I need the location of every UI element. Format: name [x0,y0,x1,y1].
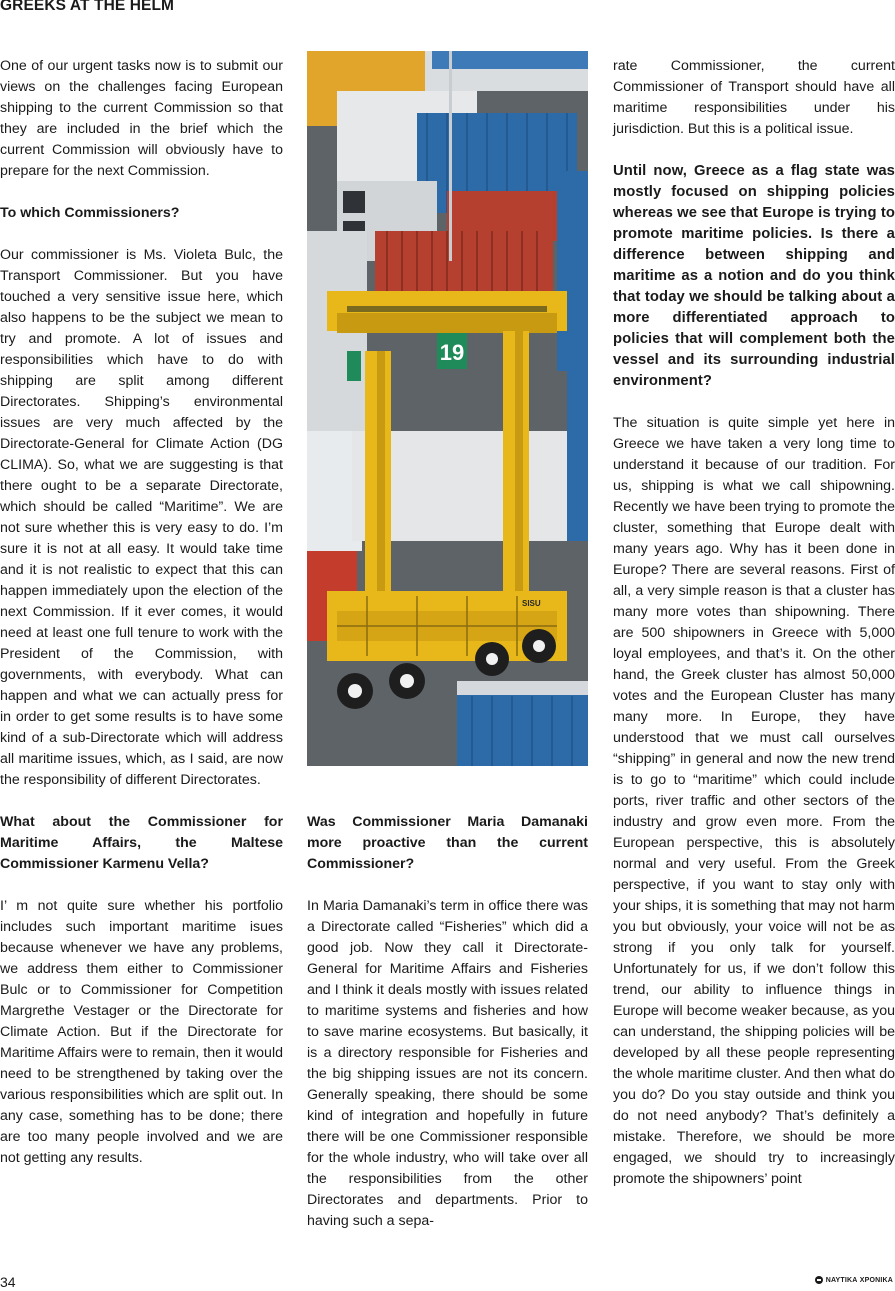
paragraph: The situation is quite simple yet here in Greece we have taken a very long time to understand it because of our tradition. For us, shipping is what we call shipowning. Recently we have been trying to promote the cluster, something that Europe dealt with many years ago. Why has it been done in Europe? There are several reasons. First of all, a very simple reason is that a cluster has many more votes than shipowning. There are 500 shipowners in Greece with 5,000 loyal employees, and that’s it. On the other hand, the Greek cluster has almost 50,000 votes and the European Cluster has many many more. In Europe, they have understood that we must call ourselves “shipping” in general and now the new trend is to go to “maritime” which could include ports, river traffic and other sectors of the industry and grow even more. From the European perspective, this is absolutely normal and very useful. From the Greek perspective, if you want to stay only with your ships, it is something that may not harm you but obviously, your voice will not be as strong if you only talk for yourself. Unfortunately for us, if we don’t follow this trend, our ability to influence things in Europe will become weaker because, as you can understand, the shipping policies will be developed by all these people representing the whole maritime cluster. And then what do you do? Do you stay outside and think you do not need anybody? That’s definitely a mistake. Therefore, we should be more engaged, we should try to increasingly promote the shipowners’ point [613,415,895,1187]
article-column-right [613,56,895,1211]
interview-question: What about the Commissioner for Maritime Affairs, the Maltese Commissioner Karmenu Vella? [0,814,283,872]
publication-brand [815,1276,893,1284]
paragraph: rate Commissioner, the current Commissioner of Transport should have all maritime responsibilities under his jurisdiction. But this is a political issue. [613,58,895,137]
container-terminal-photo [307,51,588,766]
brand-logo-icon [815,1276,823,1284]
paragraph: I’ m not quite sure whether his portfolio includes such important maritime isues because whenever we have any problems, we address them either to Commissioner Bulc or to Commissioner for Competition Margrethe Vestager or the Directorate for Climate Action. But if the Directorate for Maritime Affairs were to remain, then it would need to be strengthened by taking over the various responsibilities which are split out. In any case, something has to be done; there are too many people involved and we are not getting any results. [0,898,283,1166]
interview-question: To which Commissioners? [0,205,180,221]
paragraph: One of our urgent tasks now is to submit our views on the challenges facing European shipping to the current Commission so that they are included in the brief which the current Commission will obviously have to prepare for the next Commission. [0,58,283,179]
straddle-carrier-illustration [307,51,588,766]
interview-question: Was Commissioner Maria Damanaki more proactive than the current Commissioner? [307,814,588,872]
crane-brand-label: SISU [522,599,541,608]
paragraph: In Maria Damanaki’s term in office there was a Directorate called “Fisheries” which did a good job. Now they call it Directorate-General for Maritime Affairs and Fisheries and I think it deals mostly with issues related to maritime systems and fisheries and how to save marine ecosystems. But basically, it is a directory responsible for Fisheries and the big shipping issues are not its concern. Generally speaking, there should be some kind of integration and hopefully in future there will be one Commissioner responsible for the whole industry, who will take over all the responsibilities from the other Directorates and departments. Prior to having such a sepa- [307,898,588,1229]
section-header: GREEKS AT THE HELM [0,0,175,14]
article-column-middle [307,812,588,1253]
paragraph: Our commissioner is Ms. Violeta Bulc, the Transport Commissioner. But you have touched a very sensitive issue here, which also happens to be the subject we mean to try and promote. A lot of issues and responsibilities which have to do with shipping are split among different Directorates. Shipping’s environmental issues are very much affected by the Directorate-General for Climate Action (DG CLIMA). So, what we are suggesting is that there ought to be a separate Directorate, which should be called “Maritime”. We are not sure whether this is very easy to do. I’m sure it is not at all easy. It would take time and it is not realistic to expect that this can happen immediately upon the election of the next Commission. If it ever comes, it would need at least one full tenure to work with the President of the Commission, with governments, with everybody. What can happen and what we can actually press for in order to get some results is to have some kind of a sub-Directorate which will address all maritime issues, which, as I said, are now the responsibility of different Directorates. [0,247,283,788]
article-column-left [0,56,283,1190]
crane-number-label: 19 [439,340,465,365]
publication-name: ΝΑΥΤΙΚΑ ΧΡΟΝΙΚΑ [825,1276,893,1284]
interview-question: Until now, Greece as a flag state was mostly focused on shipping policies whereas we see that Europe is trying to promote maritime policies. Is there a difference between shipping and maritime as a notion and do you think that today we should be talking about a more differentiated approach to policies that will complement both the vessel and its surrounding industrial environment? [613,163,895,389]
page-number: 34 [0,1274,16,1290]
